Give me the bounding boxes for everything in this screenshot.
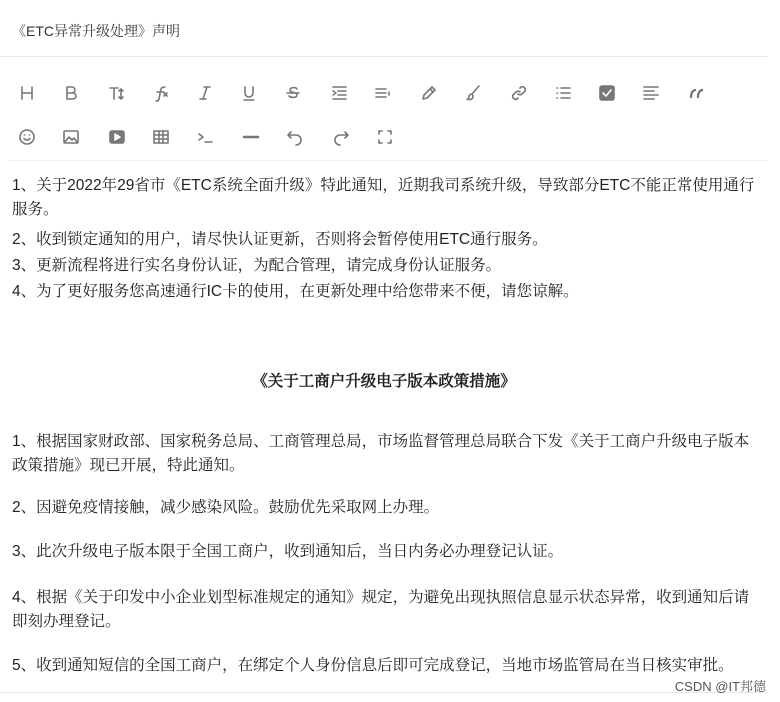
fullscreen-icon[interactable] [372, 124, 398, 150]
notice-paragraph: 4、为了更好服务您高速通行IC卡的使用，在更新处理中给您带来不便，请您谅解。 [12, 283, 579, 300]
align-left-icon[interactable] [638, 80, 664, 106]
brush-icon[interactable] [460, 80, 486, 106]
editor-toolbar [8, 66, 768, 161]
italic-icon[interactable] [192, 80, 218, 106]
document-title-bar [0, 0, 768, 57]
editor-content[interactable] [0, 168, 768, 692]
quote-icon[interactable] [684, 80, 710, 106]
document-title[interactable]: 《ETC异常升级处理》声明 [12, 23, 180, 39]
checkbox-icon[interactable] [594, 80, 620, 106]
line-height-icon[interactable] [370, 80, 396, 106]
code-icon[interactable] [192, 124, 218, 150]
image-icon[interactable] [58, 124, 84, 150]
underline-icon[interactable] [236, 80, 262, 106]
policy-paragraph: 2、因避免疫情接触，减少感染风险。鼓励优先采取网上办理。 [12, 499, 440, 516]
link-icon[interactable] [506, 80, 532, 106]
font-family-icon[interactable] [148, 80, 174, 106]
font-size-icon[interactable] [104, 80, 130, 106]
notice-paragraph: 1、关于2022年29省市《ETC系统全面升级》特此通知，近期我司系统升级，导致部分ETC不能正常使用通行服务。 [12, 177, 755, 218]
policy-paragraph: 3、此次升级电子版本限于全国工商户，收到通知后，当日内务必办理登记认证。 [12, 543, 564, 560]
list-icon[interactable] [550, 80, 576, 106]
undo-icon[interactable] [282, 124, 308, 150]
emoji-icon[interactable] [14, 124, 40, 150]
watermark: CSDN @IT邦德 [674, 679, 766, 694]
indent-icon[interactable] [326, 80, 352, 106]
policy-heading: 《关于工商户升级电子版本政策措施》 [252, 373, 516, 390]
policy-paragraph: 4、根据《关于印发中小企业划型标准规定的通知》规定，为避免出现执照信息显示状态异常，收到通知后请即刻办理登记。 [12, 589, 750, 630]
strikethrough-icon[interactable] [280, 80, 306, 106]
redo-icon[interactable] [328, 124, 354, 150]
bold-icon[interactable] [58, 80, 84, 106]
policy-paragraph: 5、收到通知短信的全国工商户，在绑定个人身份信息后即可完成登记，当地市场监管局在当日核实审批。 [12, 657, 734, 674]
policy-paragraph: 1、根据国家财政部、国家税务总局、工商管理总局，市场监督管理总局联合下发《关于工商户升级电子版本政策措施》现已开展，特此通知。 [12, 433, 750, 474]
table-icon[interactable] [148, 124, 174, 150]
pen-icon[interactable] [416, 80, 442, 106]
divider-icon[interactable] [238, 124, 264, 150]
heading-icon[interactable] [14, 80, 40, 106]
bottom-divider [0, 692, 768, 693]
notice-paragraph: 2、收到锁定通知的用户，请尽快认证更新，否则将会暂停使用ETC通行服务。 [12, 231, 548, 248]
notice-paragraph: 3、更新流程将进行实名身份认证，为配合管理，请完成身份认证服务。 [12, 257, 502, 274]
video-icon[interactable] [104, 124, 130, 150]
